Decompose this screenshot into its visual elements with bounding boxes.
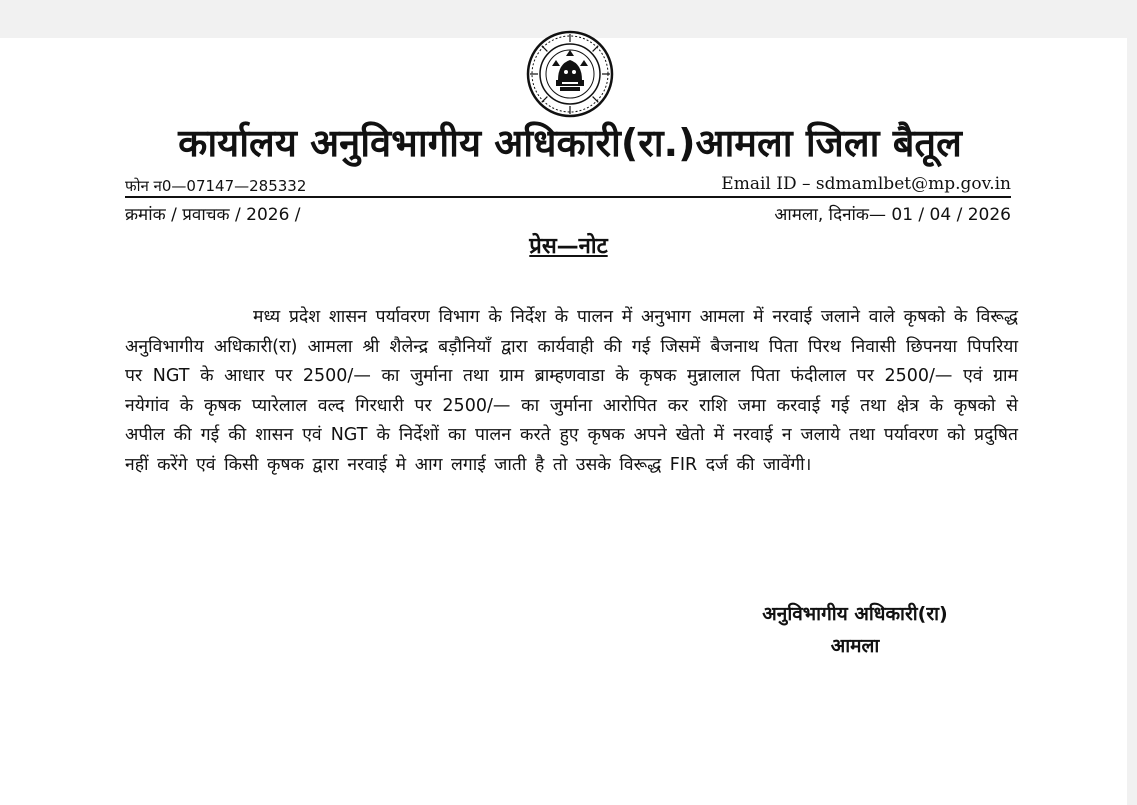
press-note-body: मध्य प्रदेश शासन पर्यावरण विभाग के निर्देश के पालन में अनुभाग आमला में नरवाई जलाने वाले कृषको के विरूद्ध अनुविभागीय अधिकारी(रा) आमला श्री शैलेन्द्र बड़ौनियाँ द्वारा कार्यवाही की गई जिसमें बैजनाथ पिता पिरथ निवासी छिपनया पिपरिया पर NGT के आधार पर 2500/— का जुर्माना तथा ग्राम ब्राम्हणवाडा के कृषक मुन्नालाल पिता फंदीलाल पर 2500/— एवं ग्राम नयेगांव के कृषक प्यारेलाल वल्द गिरधारी पर 2500/— का जुर्माना आरोपित कर राशि जमा करवाई गई तथा क्षेत्र के कृषको से अपील की गई की शासन एवं NGT के निर्देशों का पालन करते हुए कृषक अपने खेतो में नरवाई न जलाये तथा पर्यावरण को प्रदुषित नहीं करेंगे एवं किसी कृषक द्वारा नरवाई मे आग लगाई जाती है तो उसके विरूद्ध FIR दर्ज की जावेंगी। bbox=[125, 307, 1018, 475]
email-id: Email ID – sdmamlbet@mp.gov.in bbox=[721, 174, 1011, 194]
phone-number: फोन न0—07147—285332 bbox=[125, 177, 307, 195]
office-title: कार्यालय अनुविभागीय अधिकारी(रा.)आमला जिला बैतूल bbox=[178, 121, 962, 165]
place-date: आमला, दिनांक— 01 / 04 / 2026 bbox=[774, 205, 1011, 225]
signatory-designation: अनुविभागीय अधिकारी(रा) bbox=[762, 603, 948, 625]
header-divider bbox=[125, 196, 1011, 198]
reference-number: क्रमांक / प्रवाचक / 2026 / bbox=[125, 205, 301, 225]
contact-row bbox=[125, 174, 1011, 196]
scrollbar-track[interactable] bbox=[1127, 38, 1137, 805]
state-emblem-icon bbox=[526, 30, 614, 118]
signature-block bbox=[700, 598, 1010, 662]
press-note-heading: प्रेस—नोट bbox=[529, 234, 608, 259]
reference-row bbox=[125, 202, 1011, 226]
signatory-place: आमला bbox=[830, 635, 880, 657]
